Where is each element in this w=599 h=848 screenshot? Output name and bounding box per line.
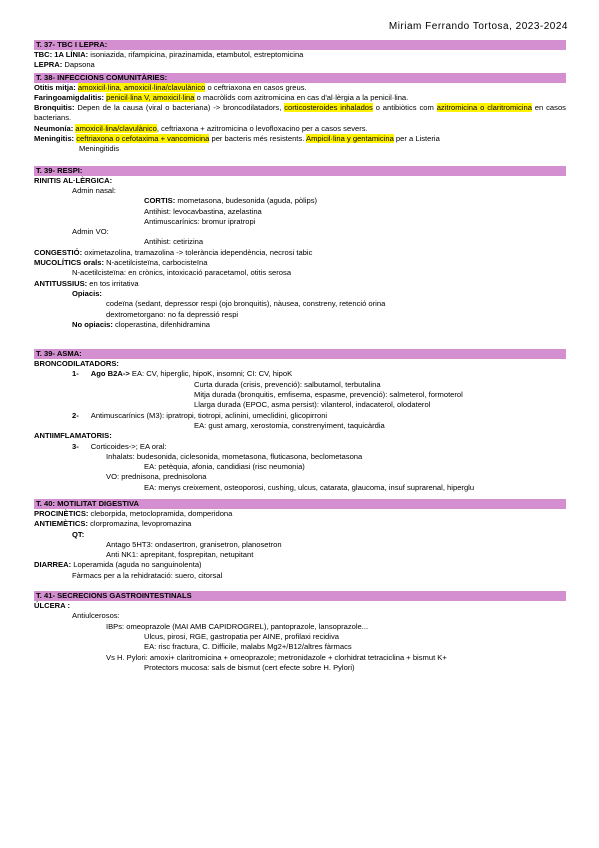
inhalats-ea-line: EA: petèquia, afonia, candidiasi (risc neumonia)	[144, 462, 305, 472]
spacer	[34, 493, 566, 497]
neumonia-line: Neumonía: amoxicil·lina/clavulànico, ceftriaxona + azitromicina o levofloxacino per a casos severs.	[34, 123, 368, 133]
h-pylori-line: Vs H. Pylori: amoxi+ claritromicina + omeoprazole; metronidazole + clorhidrat tetraciclina + bismut K+	[106, 652, 447, 662]
opiacis-label: Opiacis:	[72, 288, 102, 298]
broncodilatadors-heading: BRONCODILATADORS:	[34, 359, 119, 369]
admin-vo-label: Admin VO:	[72, 227, 109, 237]
congestio-line: CONGESTIÓ: oximetazolina, tramazolina -> tolerància idependència, necrosi tabic	[34, 247, 313, 257]
antimusc-line: Antimuscarínics: bromur ipratropi	[144, 216, 256, 226]
meningitis-line-2: Meningitidis	[79, 144, 120, 154]
corticoides-line: 3- Corticoides->; EA oral:	[72, 441, 167, 451]
protectors-line: Protectors mucosa: sals de bismut (cert efecte sobre H. Pylori)	[144, 662, 355, 672]
section-title-t39-asma: T. 39- ASMA:	[34, 349, 566, 359]
rehidratacio-line: Fàrmacs per a la rehidratació: suero, citorsal	[72, 570, 223, 580]
antago-5ht3-line: Antago 5HT3: ondasertron, granisetron, planosetron	[106, 539, 282, 549]
section-title-t37: T. 37- TBC I LEPRA:	[34, 40, 566, 50]
curta-durada-line: Curta durada (crisis, prevenció): salbutamol, terbutalina	[194, 379, 381, 389]
vo-line: VO: prednisona, prednisolona	[106, 472, 207, 482]
anti-nk1-line: Anti NK1: aprepitant, fosprepitan, netupitant	[106, 550, 254, 560]
rinitis-heading: RINITIS AL·LÈRGICA:	[34, 175, 113, 185]
codeina-line: codeïna (sedant, depressor respi (ojo bronquitis), nàusea, constreny, retenció orina	[106, 299, 386, 309]
admin-nasal-label: Admin nasal:	[72, 185, 116, 195]
ibps-line: IBPs: omeoprazole (MAI AMB CAPIDROGREL), pantoprazole, lansoprazole...	[106, 621, 369, 631]
bronquitis-paragraph: Bronquitis: Depen de la causa (viral o bacteriana) -> broncodilatadors, corticosteroides inhalados o antibiòtics com azitromicina o claritromicina en casos bacterians.	[34, 103, 566, 123]
antimuscarinics-ea-line: EA: gust amarg, xerostomia, constrenyiment, taquicàrdia	[194, 420, 385, 430]
antitussius-line: ANTITUSSIUS: en tos irritativa	[34, 278, 139, 288]
ibps-ulcus-line: Ulcus, pirosi, RGE, gastropatia per AINE, profilaxi recidiva	[144, 631, 339, 641]
antiemetics-line: ANTIEMÈTICS: clorpromazina, levopromazina	[34, 519, 192, 529]
ulcera-heading: ÚLCERA :	[34, 601, 70, 611]
section-title-t41: T. 41- SECRECIONS GASTROINTESTINALS	[34, 591, 566, 601]
spacer	[34, 330, 566, 347]
lepra-line: LEPRA: Dapsona	[34, 60, 95, 70]
antihist-vo-line: Antihist: cetirizina	[144, 237, 204, 247]
section-title-t39-respi: T. 39- RESPI:	[34, 166, 566, 176]
spacer	[34, 581, 566, 589]
mucolitics-line: MUCOLÍTICS orals: N-acetilcisteïna, carbocisteïna	[34, 258, 208, 268]
ibps-ea-line: EA: risc fractura, C. Difficile, malabs Mg2+/B12/altres fàrmacs	[144, 642, 352, 652]
llarga-durada-line: Llarga durada (EPOC, asma persist): vilanterol, indacaterol, olodaterol	[194, 400, 431, 410]
meningitis-line: Meningitis: ceftriaxona o cefotaxima + vancomicina per bacteris més resistents. Ampicil·lina y gentamicina per a Listeria	[34, 134, 440, 144]
antiinflamatoris-heading: ANTIIMFLAMATORIS:	[34, 431, 112, 441]
antiulcerosos-label: Antiulcerosos:	[72, 611, 120, 621]
document-header: Miriam Ferrando Tortosa, 2023-2024	[388, 21, 568, 32]
otitis-line: Otitis mitja: amoxicil·lina, amoxicil·lina/clavulànico o ceftriaxona en casos greus.	[34, 82, 307, 92]
antimuscarinics-line: 2- Antimuscarínics (M3): ipratropi, tiotropi, aclinini, umeclidini, glicopirroni	[72, 410, 328, 420]
document-body	[34, 38, 566, 673]
tbc-line: TBC: 1A LÍNIA: isoniazida, rifampicina, pirazinamida, etambutol, estreptomicina	[34, 50, 304, 59]
dextro-line: dextrometorgano: no fa depressió respi	[106, 309, 239, 319]
cortis-line: CORTIS: mometasona, budesonida (aguda, pòlips)	[144, 196, 318, 206]
spacer	[34, 155, 566, 164]
mitja-durada-line: Mitja durada (bronquitis, emfisema, espasme, prevenció): salmeterol, formoterol	[194, 390, 463, 400]
diarrea-line: DIARREA: Loperamida (aguda no sanguinolenta)	[34, 560, 202, 570]
no-opiacis-line: No opiacis: cloperastina, difenhidramina	[72, 319, 211, 329]
section-title-t40: T. 40: MOTILITAT DIGESTIVA	[34, 499, 566, 509]
inhalats-line: Inhalats: budesonida, ciclesonida, mometasona, fluticasona, beclometasona	[106, 451, 363, 461]
qt-label: QT:	[72, 529, 85, 539]
ago-b2a-line: 1- Ago B2A-> EA: CV, hiperglic, hipoK, insomni; CI: CV, hipoK	[72, 369, 293, 379]
nacetil-line: N-acetilcisteïna: en crònics, intoxicació paracetamol, otitis serosa	[72, 268, 292, 278]
antihist-line: Antihist: levocavbastina, azelastina	[144, 206, 262, 216]
procinetics-line: PROCINÈTICS: cleborpida, metoclopramida, domperidona	[34, 508, 233, 518]
faring-line: Faringoamigdalitis: penicil·lina V, amoxicil·lina o macròlids com azitromicina en cas d'al·lèrgia a la penicil·lina.	[34, 92, 409, 102]
vo-ea-line: EA: menys creixement, osteoporosi, cushing, ulcus, catarata, glaucoma, insuf suprarenal, hiperglu	[144, 482, 475, 492]
section-title-t38: T. 38- INFECCIONS COMUNITÀRIES:	[34, 73, 566, 83]
